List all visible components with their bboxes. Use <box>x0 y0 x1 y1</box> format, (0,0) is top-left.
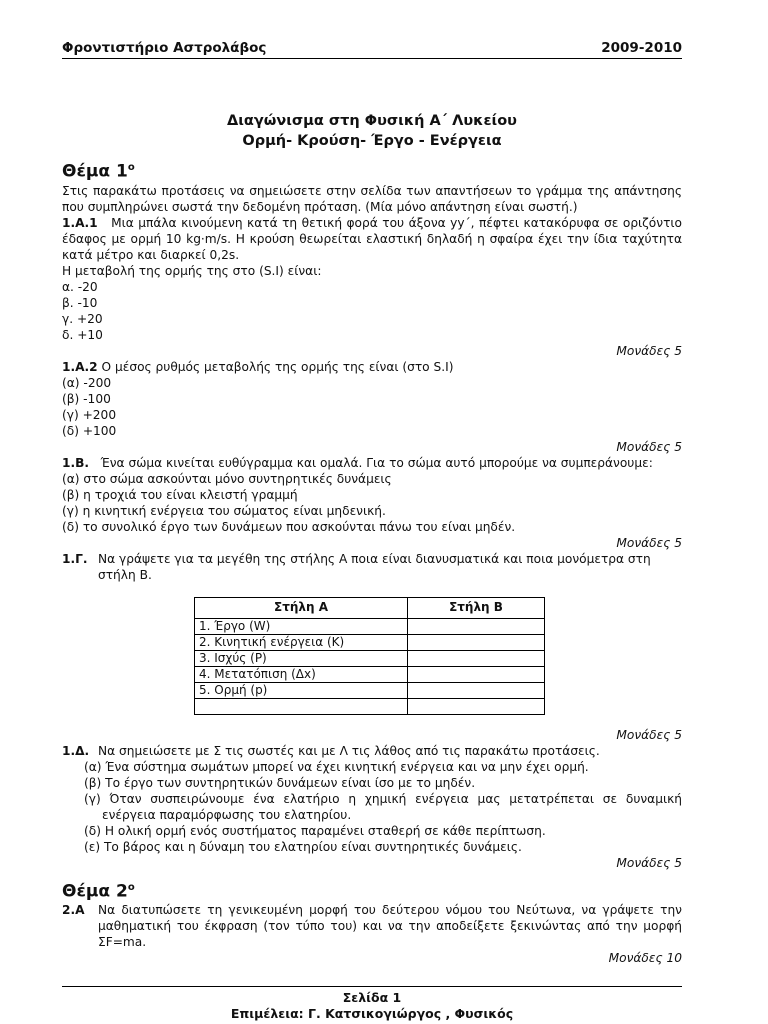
theme1-heading <box>62 157 682 183</box>
answer-cell[interactable] <box>408 666 545 682</box>
theme2-heading <box>62 877 682 903</box>
exam-title <box>62 111 682 151</box>
q1d-number: 1.Δ. <box>62 743 90 758</box>
q2a-marks: Μονάδες 10 <box>608 951 682 966</box>
q1a2-options <box>62 375 682 439</box>
table-cell <box>195 698 408 714</box>
table-header-row <box>195 597 545 618</box>
q1d-marks: Μονάδες 5 <box>616 855 682 870</box>
column-a-header: Στήλη Α <box>195 597 408 618</box>
q1a1-number: 1.Α.1 <box>62 215 98 230</box>
q2a-text <box>62 902 682 950</box>
q1a1-text <box>62 215 682 263</box>
option: δ. +10 <box>62 327 103 342</box>
answer-cell[interactable] <box>408 634 545 650</box>
theme2-sup: ο <box>127 881 135 893</box>
school-year: 2009-2010 <box>601 40 682 56</box>
q1a1-question: Η μεταβολή της ορμής της στο (S.I) είναι: <box>62 263 322 278</box>
table-cell: 4. Μετατόπιση (Δx) <box>195 666 408 682</box>
q1a1-marks: Μονάδες 5 <box>616 343 682 358</box>
table-cell: 1. Έργο (W) <box>195 618 408 634</box>
table-row <box>195 682 545 698</box>
table-row <box>195 666 545 682</box>
q1a2-marks: Μονάδες 5 <box>616 439 682 454</box>
q1b-marks: Μονάδες 5 <box>616 535 682 550</box>
q1d-text <box>62 743 682 759</box>
table-row <box>195 618 545 634</box>
exam-title-line2: Ορμή- Κρούση- Έργο - Ενέργεια <box>242 133 502 149</box>
q1b-number: 1.Β. <box>62 455 90 470</box>
table-row <box>195 634 545 650</box>
page-header <box>62 40 682 59</box>
q1a2-number: 1.Α.2 <box>62 359 98 374</box>
answer-cell[interactable] <box>408 682 545 698</box>
page-footer <box>62 986 682 1022</box>
page-number: Σελίδα 1 <box>342 990 402 1005</box>
option: β. -10 <box>62 295 98 310</box>
option: (ε) Το βάρος και η δύναμη του ελατηρίου είναι συντηρητικές δυνάμεις. <box>84 839 522 854</box>
theme1-label: Θέμα 1 <box>62 161 128 182</box>
exam-title-line1: Διαγώνισμα στη Φυσική Α΄ Λυκείου <box>227 113 517 129</box>
option: (α) στο σώμα ασκούνται μόνο συντηρητικές δυνάμεις <box>62 471 392 486</box>
footer-author: Επιμέλεια: Γ. Κατσικογιώργος , Φυσικός <box>230 1006 514 1021</box>
q1a1-options <box>62 279 682 343</box>
school-name: Φροντιστήριο Αστρολάβος <box>62 40 267 56</box>
option: (γ) η κινητική ενέργεια του σώματος είναι μηδενική. <box>62 503 386 518</box>
q1a2-body: Ο μέσος ρυθμός μεταβολής της ορμής της είναι (στο S.I) <box>97 359 454 374</box>
q1b-options <box>62 471 682 535</box>
answer-cell[interactable] <box>408 618 545 634</box>
q1g-text <box>62 551 682 583</box>
option: (β) η τροχιά του είναι κλειστή γραμμή <box>62 487 298 502</box>
option: (β) Το έργο των συντηρητικών δυνάμεων είναι ίσο με το μηδέν. <box>84 775 476 790</box>
q1a2-text <box>62 359 682 375</box>
q1b-body: Ένα σώμα κινείται ευθύγραμμα και ομαλά. Για το σώμα αυτό μπορούμε να συμπεράνουμε: <box>100 455 653 470</box>
option: (γ) Όταν συσπειρώνουμε ένα ελατήριο η χημική ενέργεια μας μετατρέπεται σε δυναμική ενέργεια παραμόρφωσης του ελατηρίου. <box>84 791 682 822</box>
table-cell: 5. Ορμή (p) <box>195 682 408 698</box>
quantities-table <box>194 597 545 715</box>
option: (α) -200 <box>62 375 112 390</box>
option: (α) Ένα σύστημα σωμάτων μπορεί να έχει κινητική ενέργεια και να μην έχει ορμή. <box>84 759 589 774</box>
answer-cell[interactable] <box>408 698 545 714</box>
table-cell: 2. Κινητική ενέργεια (Κ) <box>195 634 408 650</box>
theme2-label: Θέμα 2 <box>62 881 128 902</box>
option: (γ) +200 <box>62 407 117 422</box>
table-row <box>195 650 545 666</box>
theme1-intro: Στις παρακάτω προτάσεις να σημειώσετε στην σελίδα των απαντήσεων το γράμμα της απάντησης που συμπληρώνει σωστά την δεδομένη πρόταση. (Μία μόνο απάντηση είναι σωστή.) <box>62 183 682 214</box>
q1b-text <box>62 455 682 471</box>
table-cell: 3. Ισχύς (P) <box>195 650 408 666</box>
q1g-marks: Μονάδες 5 <box>616 727 682 742</box>
table-row <box>195 698 545 714</box>
option: (β) -100 <box>62 391 111 406</box>
q1g-number: 1.Γ. <box>62 551 88 566</box>
q2a-number: 2.Α <box>62 903 85 918</box>
option: γ. +20 <box>62 311 103 326</box>
q2a-body: Να διατυπώσετε τη γενικευμένη μορφή του δεύτερου νόμου του Νεύτωνα, να γράψετε την μαθηματική του έκφραση (τον τύπο του) και να την αποδείξετε ξεκινώντας από την μορφή ΣF=ma. <box>98 903 682 950</box>
q1d-body: Να σημειώσετε με Σ τις σωστές και με Λ τις λάθος από τις παρακάτω προτάσεις. <box>98 743 600 758</box>
q1g-body: Να γράψετε για τα μεγέθη της στήλης Α ποια είναι διανυσματικά και ποια μονόμετρα στη στήλη Β. <box>98 551 651 582</box>
q1d-options <box>62 759 682 855</box>
option: (δ) Η ολική ορμή ενός συστήματος παραμένει σταθερή σε κάθε περίπτωση. <box>84 823 546 838</box>
exam-page <box>62 40 682 966</box>
answer-cell[interactable] <box>408 650 545 666</box>
column-b-header: Στήλη Β <box>408 597 545 618</box>
option: (δ) το συνολικό έργο των δυνάμεων που ασκούνται πάνω του είναι μηδέν. <box>62 519 516 534</box>
theme1-sup: ο <box>127 162 135 173</box>
q1a1-body: Μια μπάλα κινούμενη κατά τη θετική φορά του άξονα yy΄, πέφτει κατακόρυφα σε οριζόντιο έδαφος με ορμή 10 kg·m/s. Η κρούση θεωρείται ελαστική δηλαδή η σφαίρα έχει την ίδια ταχύτητα κατά μέτρο και διαρκεί 0,2s. <box>62 215 682 262</box>
option: α. -20 <box>62 279 98 294</box>
option: (δ) +100 <box>62 423 117 438</box>
